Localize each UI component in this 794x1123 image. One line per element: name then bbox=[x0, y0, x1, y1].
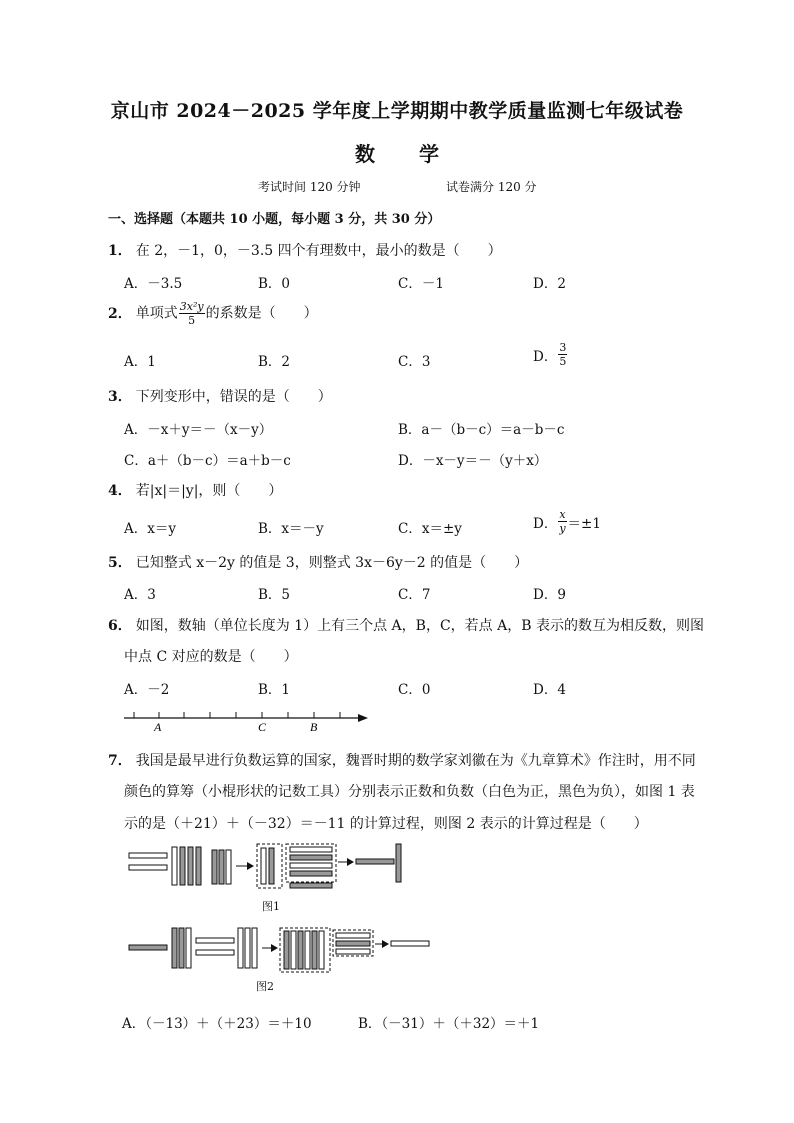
fraction-denominator: 5 bbox=[559, 355, 567, 368]
option-a[interactable]: A．1 bbox=[124, 354, 156, 370]
question-text: 已知整式 x－2y 的值是 3，则整式 3x－6y－2 的值是（ ） bbox=[135, 555, 529, 571]
option-c[interactable]: C．x＝±y bbox=[398, 521, 462, 537]
white-rod bbox=[129, 865, 167, 870]
option-c[interactable]: C．7 bbox=[398, 587, 431, 603]
exam-time: 考试时间 120 分钟 bbox=[258, 180, 361, 194]
question-number: 7． bbox=[108, 753, 132, 769]
option-d[interactable]: D．9 bbox=[533, 587, 566, 603]
question-3 bbox=[108, 386, 332, 406]
white-rod bbox=[391, 941, 429, 946]
question-4 bbox=[108, 480, 282, 500]
number-line-ticks bbox=[134, 712, 340, 718]
point-c-label: C bbox=[258, 720, 267, 734]
option-d[interactable] bbox=[533, 508, 601, 535]
number-line-figure bbox=[122, 706, 382, 736]
black-rod bbox=[129, 945, 167, 950]
question-number: 4． bbox=[108, 483, 132, 499]
fraction-denominator: 5 bbox=[188, 314, 196, 327]
white-rod bbox=[252, 928, 257, 968]
question-7-line3: 示的是（＋21）＋（－32）＝－11 的计算过程，则图 2 表示的计算过程是（ ） bbox=[124, 816, 648, 832]
black-rod bbox=[290, 871, 332, 876]
question-text-line1: 如图，数轴（单位长度为 1）上有三个点 A，B，C，若点 A，B 表示的数互为相反数，则图 bbox=[135, 618, 704, 634]
option-a[interactable]: A．（－13）＋（＋23）＝＋10 bbox=[122, 1016, 312, 1032]
black-rod bbox=[298, 931, 303, 969]
option-d-fraction bbox=[558, 508, 566, 535]
option-b[interactable]: B．5 bbox=[258, 587, 291, 603]
white-rod bbox=[291, 931, 296, 969]
option-b[interactable]: B．a－（b－c）＝a－b－c bbox=[398, 422, 565, 438]
black-rod bbox=[290, 855, 332, 860]
option-d-rest: ＝±1 bbox=[567, 515, 601, 532]
option-c[interactable]: C．a＋（b－c）＝a＋b－c bbox=[124, 453, 291, 469]
white-rod bbox=[129, 853, 167, 858]
question-6 bbox=[108, 615, 704, 635]
arrow-head bbox=[382, 940, 389, 948]
white-rod bbox=[319, 931, 324, 969]
question-5 bbox=[108, 552, 528, 572]
question-6-line2: 中点 C 对应的数是（ ） bbox=[124, 649, 298, 665]
option-d-label: D． bbox=[533, 348, 558, 365]
fraction-numerator: x bbox=[559, 508, 566, 521]
black-rod bbox=[196, 847, 201, 885]
option-b[interactable]: B．（－31）＋（＋32）＝＋1 bbox=[358, 1016, 540, 1032]
exam-score: 试卷满分 120 分 bbox=[446, 180, 537, 194]
black-rod bbox=[188, 847, 193, 885]
option-d[interactable]: D．4 bbox=[533, 682, 566, 698]
black-rod bbox=[269, 848, 274, 884]
subject-char-2: 学 bbox=[419, 142, 439, 166]
white-rod bbox=[336, 949, 370, 954]
black-rod bbox=[312, 931, 317, 969]
question-2 bbox=[108, 300, 318, 327]
arrow-head bbox=[247, 862, 254, 870]
question-text-line1: 我国是最早进行负数运算的国家，魏晋时期的数学家刘徽在为《九章算术》作注时，用不同 bbox=[135, 753, 696, 769]
question-text-pre: 单项式 bbox=[135, 305, 178, 322]
white-rod bbox=[196, 950, 234, 955]
point-a-label: A bbox=[154, 720, 162, 734]
option-a[interactable]: A．3 bbox=[124, 587, 156, 603]
subject-char-1: 数 bbox=[355, 142, 375, 166]
question-text-post: 的系数是（ ） bbox=[205, 305, 318, 322]
option-c[interactable]: C．0 bbox=[398, 682, 431, 698]
black-rod bbox=[219, 850, 224, 884]
white-rod bbox=[245, 928, 250, 968]
option-b[interactable]: B．0 bbox=[258, 276, 291, 292]
counting-rods-figure-1 bbox=[126, 842, 416, 892]
section-heading: 一、选择题（本题共 10 小题，每小题 3 分，共 30 分） bbox=[108, 212, 441, 227]
black-rod bbox=[290, 883, 332, 888]
black-rod bbox=[396, 844, 401, 882]
question-text: 下列变形中，错误的是（ ） bbox=[135, 389, 332, 405]
white-rod bbox=[238, 928, 243, 968]
question-1 bbox=[108, 240, 502, 260]
option-a[interactable]: A．x＝y bbox=[124, 521, 176, 537]
white-rod bbox=[290, 847, 332, 852]
black-rod bbox=[212, 850, 217, 884]
fraction-denominator: y bbox=[559, 522, 566, 535]
monomial-fraction bbox=[179, 300, 205, 327]
white-rod bbox=[261, 848, 266, 884]
question-7-line2: 颜色的算筹（小棍形状的记数工具）分别表示正数和负数（白色为正，黑色为负），如图 1 表 bbox=[124, 784, 695, 800]
question-number: 1． bbox=[108, 243, 132, 259]
option-a[interactable]: A．－2 bbox=[124, 682, 170, 698]
white-rod bbox=[172, 847, 177, 885]
exam-title: 京山市 2024－2025 学年度上学期期中教学质量监测七年级试卷 bbox=[110, 100, 684, 122]
black-rod bbox=[356, 859, 394, 864]
option-d[interactable]: D．－x－y＝－（y＋x） bbox=[398, 453, 548, 469]
black-rod bbox=[180, 847, 185, 885]
option-d[interactable] bbox=[533, 341, 568, 368]
option-d[interactable]: D．2 bbox=[533, 276, 566, 292]
option-c[interactable]: C．3 bbox=[398, 354, 431, 370]
arrow-head bbox=[347, 858, 354, 866]
white-rod bbox=[226, 850, 231, 884]
arrow-head bbox=[271, 944, 278, 952]
number-line-arrow bbox=[358, 714, 368, 722]
question-7 bbox=[108, 750, 696, 770]
option-c[interactable]: C．－1 bbox=[398, 276, 444, 292]
figure-1-caption: 图1 bbox=[262, 900, 280, 913]
white-rod bbox=[336, 933, 370, 938]
option-a[interactable]: A．－x＋y＝－（x－y） bbox=[124, 422, 273, 438]
question-number: 3． bbox=[108, 389, 132, 405]
black-rod bbox=[179, 928, 184, 968]
question-number: 6． bbox=[108, 618, 132, 634]
fraction-numerator: 3 bbox=[559, 341, 567, 354]
black-rod bbox=[172, 928, 177, 968]
white-rod bbox=[290, 863, 332, 868]
question-number: 2． bbox=[108, 305, 132, 322]
white-rod bbox=[186, 928, 191, 968]
white-rod bbox=[305, 931, 310, 969]
figure-2-caption: 图2 bbox=[256, 980, 274, 993]
subject-title bbox=[0, 138, 794, 167]
question-number: 5． bbox=[108, 555, 132, 571]
question-text: 在 2，－1，0，－3.5 四个有理数中，最小的数是（ ） bbox=[135, 243, 502, 259]
option-d-fraction bbox=[558, 341, 567, 368]
option-b[interactable]: B．2 bbox=[258, 354, 291, 370]
fraction-numerator: 3x²y bbox=[179, 300, 204, 313]
white-rod bbox=[196, 938, 234, 943]
option-a[interactable]: A．－3.5 bbox=[124, 276, 183, 292]
option-d-label: D． bbox=[533, 515, 558, 532]
black-rod bbox=[336, 941, 370, 946]
point-b-label: B bbox=[310, 720, 318, 734]
black-rod bbox=[284, 931, 289, 969]
counting-rods-figure-2 bbox=[126, 926, 436, 974]
option-b[interactable]: B．x＝－y bbox=[258, 521, 324, 537]
question-text: 若|x|＝|y|，则（ ） bbox=[135, 483, 283, 499]
option-b[interactable]: B．1 bbox=[258, 682, 291, 698]
